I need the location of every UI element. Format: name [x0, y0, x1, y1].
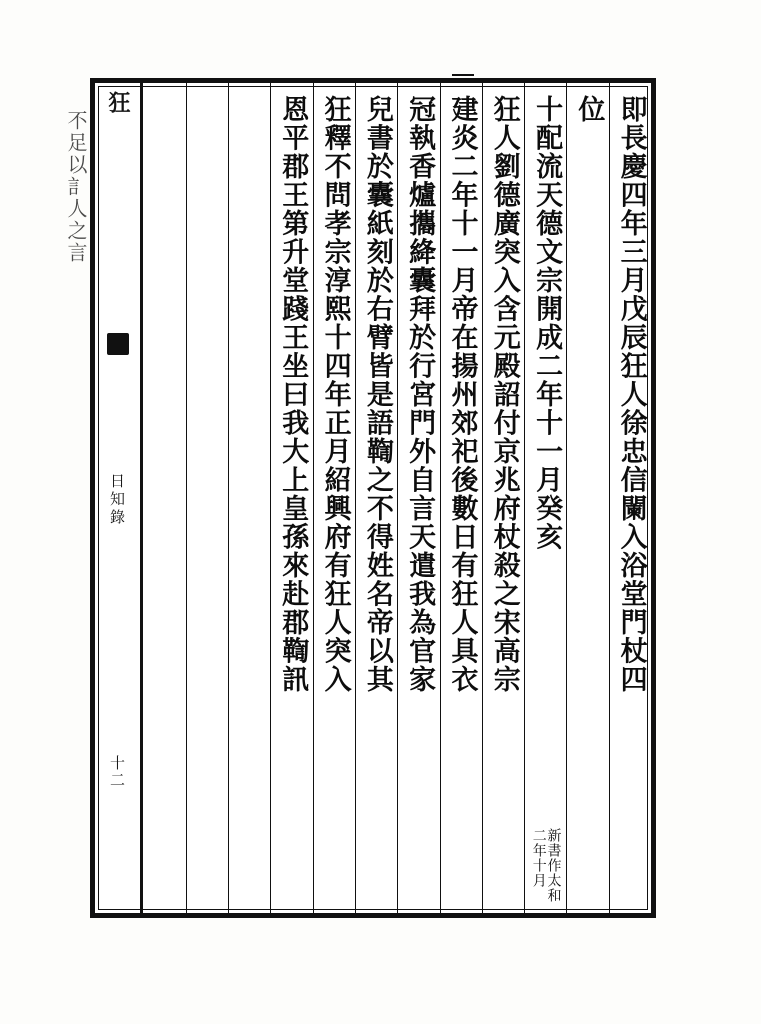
text-column-8 — [313, 83, 355, 913]
center-tick-mark — [452, 74, 474, 76]
column-text: 建炎二年十一月帝在揚州郊祀後數日有狂人具衣 — [446, 95, 478, 694]
column-text: 恩平郡王第升堂踐王坐曰我大上皇孫來赴郡鞫訊 — [277, 95, 309, 694]
text-column-11 — [186, 83, 228, 913]
text-columns — [143, 83, 651, 913]
text-column-1 — [609, 83, 651, 913]
text-column-6 — [397, 83, 439, 913]
interlinear-note-line-1: 新書作太和 — [545, 828, 562, 903]
text-column-7 — [355, 83, 397, 913]
text-column-4 — [482, 83, 524, 913]
fish-tail-mark — [107, 333, 129, 355]
column-text: 冠執香爐攜絳囊拜於行宮門外自言天遣我為官家 — [404, 95, 436, 694]
column-text: 即長慶四年三月戊辰狂人徐忠信闌入浴堂門杖四 — [615, 95, 647, 694]
text-column-3 — [524, 83, 566, 913]
column-text: 狂人劉德廣突入含元殿詔付京兆府杖殺之宋高宗 — [488, 95, 520, 694]
column-text: 狂釋不問孝宗淳熙十四年正月紹興府有狂人突入 — [319, 95, 351, 694]
interlinear-note-line-2: 二年十月 — [530, 828, 547, 888]
text-column-9 — [270, 83, 312, 913]
interlinear-note — [525, 828, 566, 903]
book-title: 日知錄 — [108, 473, 126, 527]
banxin-spine-label: 狂 — [105, 91, 132, 114]
column-text: 兒書於囊紙刻於右臂皆是語鞫之不得姓名帝以其 — [361, 95, 393, 694]
column-text: 位 — [573, 95, 605, 124]
text-column-10 — [228, 83, 270, 913]
page-number: 十二 — [108, 755, 126, 789]
text-column-5 — [440, 83, 482, 913]
banxin-column — [95, 83, 143, 913]
side-annotation: 不足以訁人之言 — [64, 110, 88, 264]
text-column-2 — [566, 83, 608, 913]
column-text: 十配流天德文宗開成二年十一月癸亥 — [531, 95, 563, 551]
